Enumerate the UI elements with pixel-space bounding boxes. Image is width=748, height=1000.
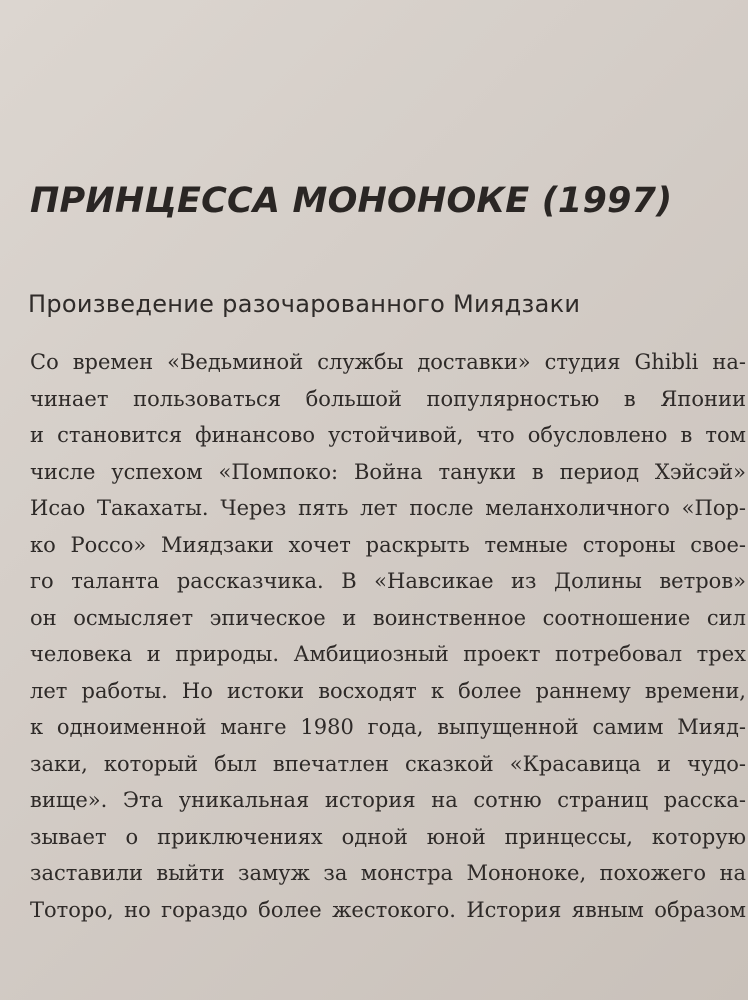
text-line: го таланта рассказчика. В «Навсикае из Долины ветров»	[30, 569, 746, 593]
text-line: Со времен «Ведьминой службы доставки» студия Ghibli на-	[30, 350, 746, 374]
text-line: к одноименной манге 1980 года, выпущенной самим Мияд-	[30, 715, 746, 739]
text-line: вище». Эта уникальная история на сотню страниц расска-	[30, 788, 746, 812]
text-line: заставили выйти замуж за монстра Мононоке, похожего на	[30, 861, 746, 885]
text-line: Исао Такахаты. Через пять лет после меланхоличного «Пор-	[30, 496, 746, 520]
text-line: Тоторо, но гораздо более жестокого. История явным образом	[30, 897, 746, 922]
text-line: ко Россо» Миядзаки хочет раскрыть темные стороны свое-	[30, 532, 746, 557]
body-paragraph	[30, 344, 746, 928]
text-line: зывает о приключениях одной юной принцессы, которую	[30, 824, 746, 849]
text-line: числе успехом «Помпоко: Война тануки в период Хэйсэй»	[30, 459, 746, 484]
text-line: заки, который был впечатлен сказкой «Красавица и чудо-	[30, 751, 746, 776]
chapter-subtitle: Произведение разочарованного Миядзаки	[28, 290, 581, 318]
text-line: он осмысляет эпическое и воинственное соотношение сил	[30, 605, 746, 630]
text-line: лет работы. Но истоки восходят к более раннему времени,	[30, 678, 746, 703]
chapter-title: ПРИНЦЕССА МОНОНОКЕ (1997)	[30, 181, 673, 221]
text-line: чинает пользоваться большой популярностью в Японии	[30, 386, 746, 411]
text-line: человека и природы. Амбициозный проект потребовал трех	[30, 642, 746, 666]
text-line: и становится финансово устойчивой, что обусловлено в том	[30, 423, 746, 447]
